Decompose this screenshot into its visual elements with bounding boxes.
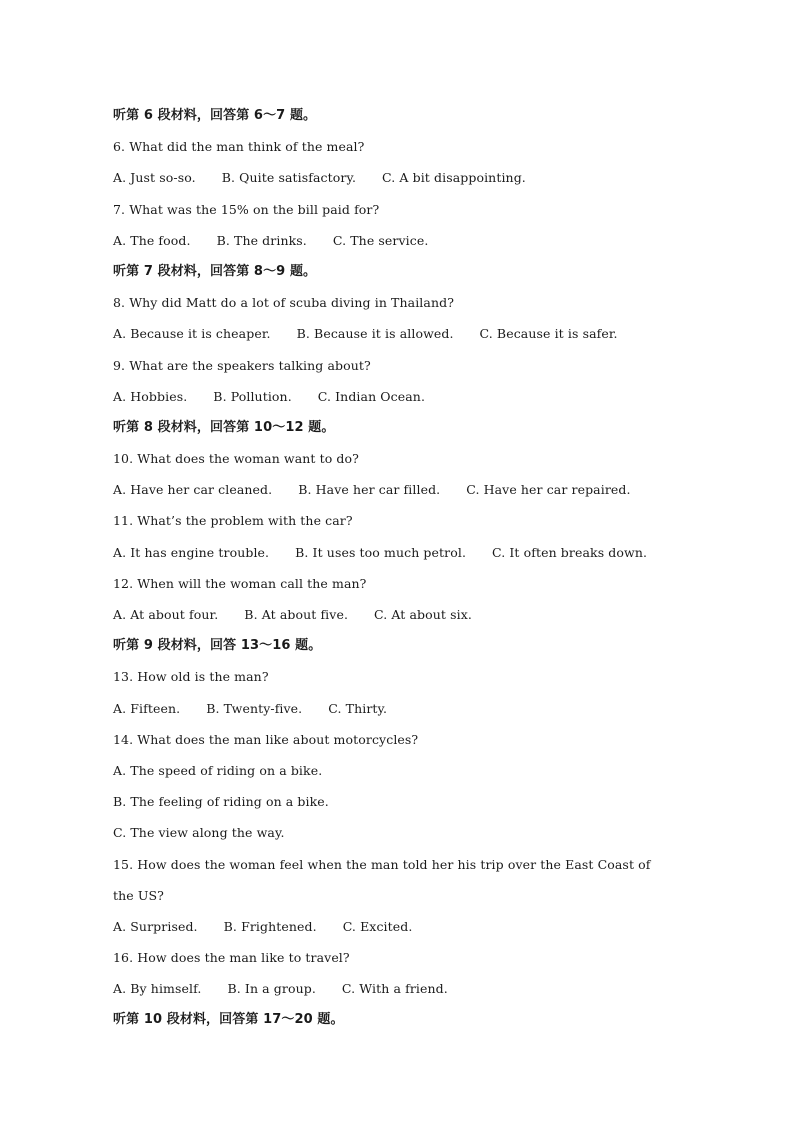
section-heading: 听第 8 段材料，回答第 10～12 题。 — [113, 419, 335, 435]
answer-option: B. Have her car filled. — [298, 482, 441, 498]
question-text: 6. What did the man think of the meal? — [113, 139, 365, 155]
answer-option: C. A bit disappointing. — [382, 170, 526, 186]
answer-option: A. Because it is cheaper. — [113, 326, 271, 342]
answer-option: C. It often breaks down. — [492, 544, 648, 560]
question-text: 7. What was the 15% on the bill paid for? — [113, 201, 380, 217]
answer-option: C. The service. — [332, 232, 429, 248]
options-row — [113, 162, 693, 193]
options-row — [113, 474, 693, 505]
answer-option: A. Fifteen. — [113, 700, 181, 716]
answer-option: C. The view along the way. — [113, 825, 285, 841]
answer-option: B. The drinks. — [216, 232, 307, 248]
answer-option: C. At about six. — [374, 607, 472, 622]
section-heading: 听第 9 段材料，回答 13～16 题。 — [113, 638, 322, 654]
question-text: 15. How does the woman feel when the man told her his trip over the East Coast of — [113, 856, 651, 872]
listening-section-content — [113, 100, 693, 1036]
options-row — [113, 318, 693, 349]
answer-option: A. By himself. — [113, 981, 202, 997]
question-text-continued: the US? — [113, 887, 164, 903]
question-text: 11. What’s the problem with the car? — [113, 513, 353, 529]
answer-option: B. Frightened. — [223, 918, 317, 934]
section-heading: 听第 6 段材料，回答第 6～7 题。 — [113, 108, 317, 123]
options-row — [113, 225, 693, 256]
answer-option: B. Quite satisfactory. — [221, 170, 357, 186]
options-row — [113, 693, 693, 724]
answer-option: A. Hobbies. — [113, 388, 188, 404]
answer-option: A. The food. — [113, 232, 191, 248]
answer-option: C. Have her car repaired. — [466, 482, 631, 498]
answer-option: A. At about four. — [113, 607, 219, 622]
options-row — [113, 973, 693, 1004]
question-text: 8. Why did Matt do a lot of scuba diving in Thailand? — [113, 295, 454, 311]
options-row — [113, 537, 693, 568]
answer-option: A. Have her car cleaned. — [113, 482, 273, 498]
answer-option: A. Surprised. — [113, 918, 198, 934]
question-text: 13. How old is the man? — [113, 669, 269, 685]
answer-option: C. With a friend. — [341, 981, 448, 997]
question-text: 9. What are the speakers talking about? — [113, 357, 371, 373]
answer-option: B. The feeling of riding on a bike. — [113, 794, 329, 810]
answer-option: C. Because it is safer. — [479, 326, 618, 342]
question-text: 16. How does the man like to travel? — [113, 950, 350, 966]
question-text: 12. When will the woman call the man? — [113, 575, 367, 591]
section-heading: 听第 10 段材料，回答第 17～20 题。 — [113, 1012, 344, 1028]
answer-option: B. In a group. — [227, 981, 316, 997]
answer-option: C. Indian Ocean. — [317, 388, 426, 404]
answer-option: B. Twenty-five. — [206, 700, 303, 716]
answer-option: A. It has engine trouble. — [113, 544, 270, 560]
question-text: 10. What does the woman want to do? — [113, 451, 359, 467]
answer-option: B. Because it is allowed. — [296, 326, 454, 342]
options-row — [113, 381, 693, 412]
answer-option: B. It uses too much petrol. — [295, 544, 467, 560]
question-text: 14. What does the man like about motorcycles? — [113, 731, 419, 747]
options-row — [113, 599, 693, 630]
answer-option: A. The speed of riding on a bike. — [113, 762, 323, 778]
section-heading: 听第 7 段材料，回答第 8～9 题。 — [113, 263, 317, 279]
answer-option: B. Pollution. — [213, 388, 292, 404]
options-row — [113, 911, 693, 942]
answer-option: C. Excited. — [342, 918, 413, 934]
answer-option: C. Thirty. — [328, 700, 388, 716]
answer-option: A. Just so-so. — [113, 170, 196, 186]
answer-option: B. At about five. — [244, 607, 349, 622]
